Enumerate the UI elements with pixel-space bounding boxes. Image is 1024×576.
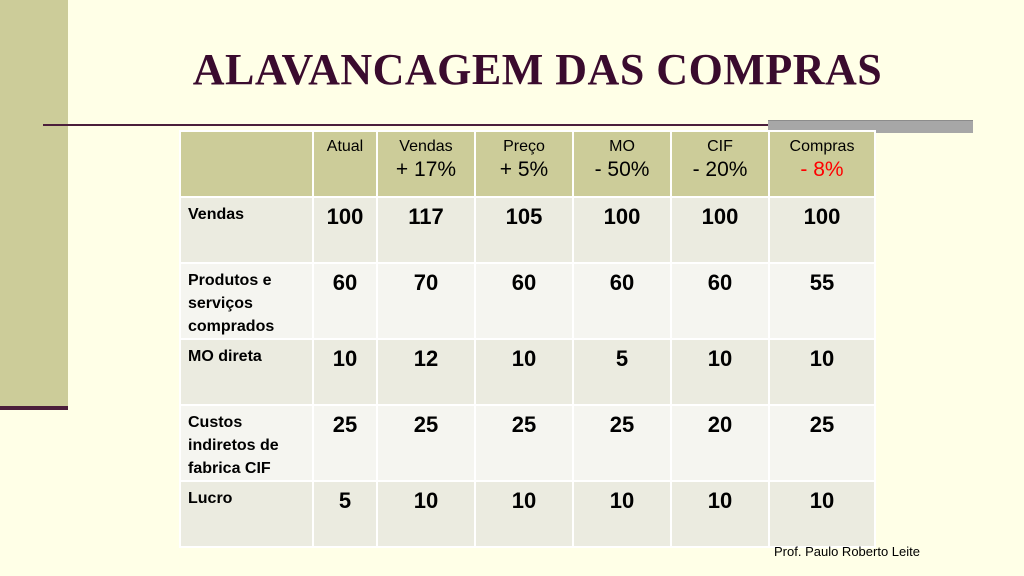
cell-atual: 100: [313, 197, 377, 263]
slide-title: ALAVANCAGEM DAS COMPRAS: [192, 45, 883, 94]
cell-atual: 60: [313, 263, 377, 339]
cell-atual: 5: [313, 481, 377, 547]
header-compras: Compras - 8%: [769, 131, 875, 197]
cell-preco: 105: [475, 197, 573, 263]
cell-compras: 10: [769, 481, 875, 547]
row-label: Produtos e serviços comprados: [180, 263, 313, 339]
cell-mo: 60: [573, 263, 671, 339]
cell-mo: 10: [573, 481, 671, 547]
cell-vendas: 117: [377, 197, 475, 263]
cell-cif: 10: [671, 339, 769, 405]
cell-mo: 100: [573, 197, 671, 263]
leverage-table: [179, 130, 876, 548]
header-corner: [180, 131, 313, 197]
header-preco: Preço + 5%: [475, 131, 573, 197]
cell-vendas: 10: [377, 481, 475, 547]
cell-preco: 10: [475, 339, 573, 405]
table-row-produtos: [180, 263, 875, 339]
cell-preco: 60: [475, 263, 573, 339]
cell-vendas: 12: [377, 339, 475, 405]
cell-cif: 100: [671, 197, 769, 263]
row-label: Custos indiretos de fabrica CIF: [180, 405, 313, 481]
cell-vendas: 70: [377, 263, 475, 339]
cell-vendas: 25: [377, 405, 475, 481]
cell-cif: 60: [671, 263, 769, 339]
table-row-lucro: [180, 481, 875, 547]
cell-preco: 10: [475, 481, 573, 547]
cell-mo: 5: [573, 339, 671, 405]
table-row-cif: [180, 405, 875, 481]
table-row-mo-direta: [180, 339, 875, 405]
author-credit: Prof. Paulo Roberto Leite: [774, 544, 920, 559]
header-vendas: Vendas + 17%: [377, 131, 475, 197]
header-mo: MO - 50%: [573, 131, 671, 197]
row-label: MO direta: [180, 339, 313, 405]
left-accent-line: [0, 406, 68, 410]
cell-atual: 10: [313, 339, 377, 405]
cell-preco: 25: [475, 405, 573, 481]
cell-mo: 25: [573, 405, 671, 481]
row-label: Vendas: [180, 197, 313, 263]
table-row-vendas: [180, 197, 875, 263]
header-atual: Atual: [313, 131, 377, 197]
cell-compras: 25: [769, 405, 875, 481]
row-label: Lucro: [180, 481, 313, 547]
cell-compras: 55: [769, 263, 875, 339]
table-header-row: [180, 131, 875, 197]
cell-compras: 10: [769, 339, 875, 405]
cell-compras: 100: [769, 197, 875, 263]
cell-cif: 20: [671, 405, 769, 481]
cell-atual: 25: [313, 405, 377, 481]
cell-cif: 10: [671, 481, 769, 547]
header-cif: CIF - 20%: [671, 131, 769, 197]
